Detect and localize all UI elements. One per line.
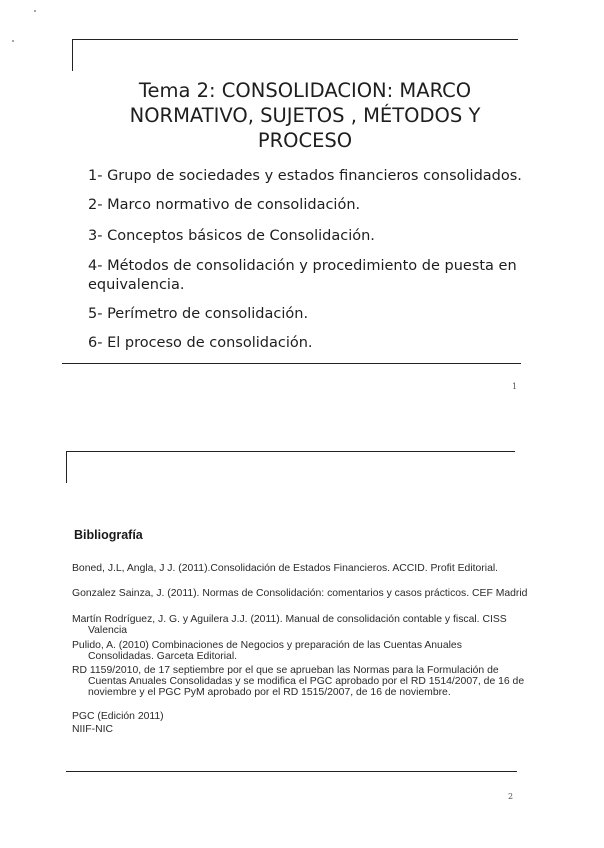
topic-item: 1- Grupo de sociedades y estados financieros consolidados. xyxy=(88,168,522,184)
scan-speck xyxy=(34,10,36,12)
reference-item: Gonzalez Sainza, J. (2011). Normas de Consolidación: comentarios y casos prácticos. CEF Madrid xyxy=(72,588,528,599)
reference-item: RD 1159/2010, de 17 septiembre por el que se aprueban las Normas para la Formulación de Cuentas Anuales Consolidadas y se modifica el PGC aprobado por el RD 1514/2007, de 16 de noviembre y el PGC PyM aprobado por el RD 1515/2007, de 16 de noviembre. xyxy=(72,665,525,698)
slide2-left-rule xyxy=(66,451,67,483)
slide2-bottom-rule xyxy=(66,771,517,772)
page-title xyxy=(90,78,520,153)
reference-item: PGC (Edición 2011) xyxy=(72,711,164,722)
slide1-left-rule xyxy=(72,39,73,71)
topic-item: 6- El proceso de consolidación. xyxy=(88,335,313,351)
reference-item: Boned, J.L, Angla, J J. (2011).Consolidación de Estados Financieros. ACCID. Profit Editorial. xyxy=(72,563,499,574)
slide1-top-rule xyxy=(72,39,518,40)
slide2-top-rule xyxy=(66,451,515,452)
bibliography-heading: Bibliografía xyxy=(74,528,143,542)
page-number: 2 xyxy=(508,792,514,801)
topic-item: 4- Métodos de consolidación y procedimiento de puesta en equivalencia. xyxy=(88,258,517,293)
title-line-2: NORMATIVO, SUJETOS , MÉTODOS Y xyxy=(129,104,481,127)
page-number: 1 xyxy=(512,382,518,391)
reference-item: Martín Rodríguez, J. G. y Aguilera J.J. (2011). Manual de consolidación contable y fiscal. CISS Valencia xyxy=(72,614,507,636)
reference-item: Pulido, A. (2010) Combinaciones de Negocios y preparación de las Cuentas Anuales Consolidadas. Garceta Editorial. xyxy=(72,640,462,662)
topic-item: 5- Perímetro de consolidación. xyxy=(88,306,309,322)
scan-speck xyxy=(12,40,14,42)
reference-item: NIIF-NIC xyxy=(72,724,113,735)
title-line-1: Tema 2: CONSOLIDACION: MARCO xyxy=(138,79,472,102)
topic-item: 2- Marco normativo de consolidación. xyxy=(88,197,361,213)
slide1-bottom-rule xyxy=(62,363,521,364)
title-line-3: PROCESO xyxy=(257,129,353,152)
topic-item: 3- Conceptos básicos de Consolidación. xyxy=(88,228,375,244)
